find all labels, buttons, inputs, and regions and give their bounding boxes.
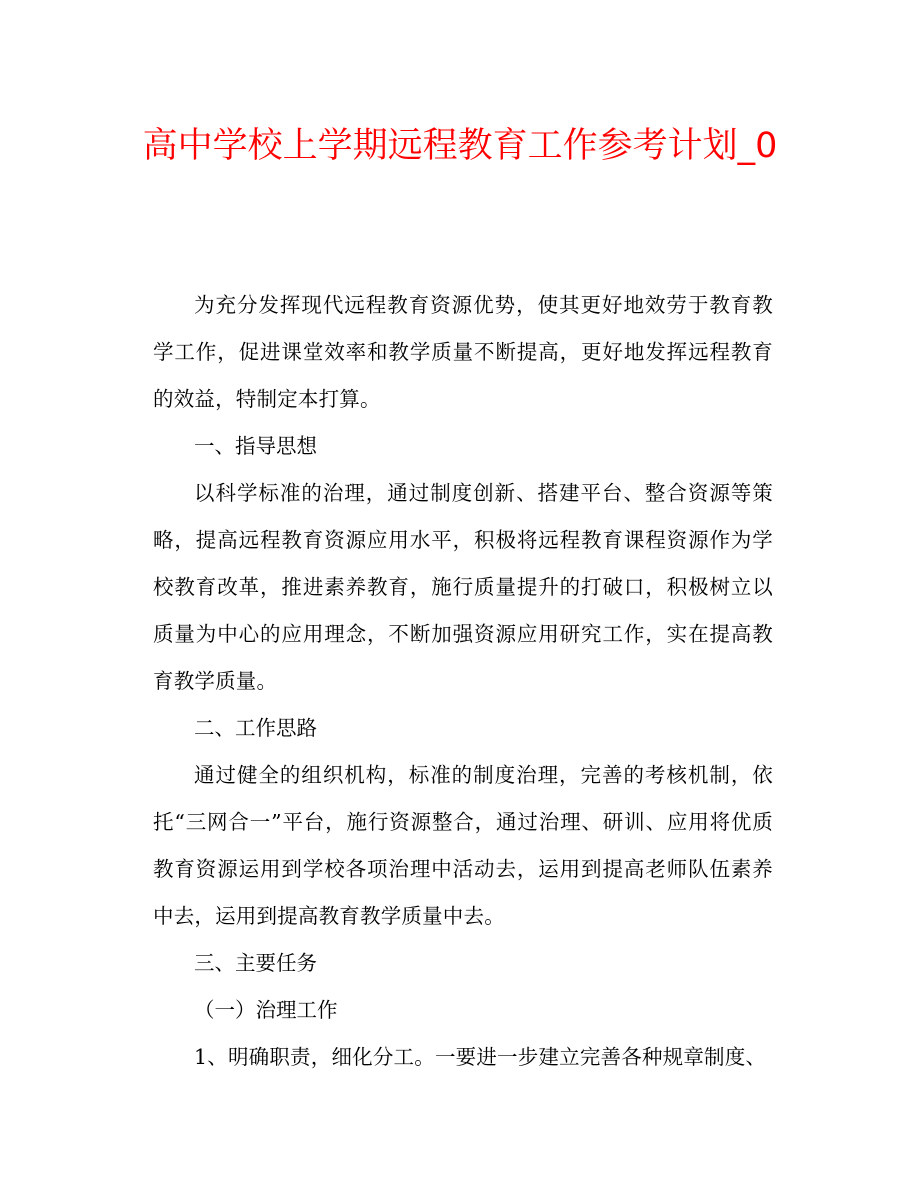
section-heading-guiding-ideology: 一、指导思想 xyxy=(194,434,317,458)
management-paragraph: 1、明确职责，细化分工。一要进一步建立完善各种规章制度、 xyxy=(194,1045,767,1069)
subsection-heading-management: （一）治理工作 xyxy=(194,998,338,1022)
guiding-ideology-paragraph: 以科学标准的治理，通过制度创新、搭建平台、整合资源等策略，提高远程教育资源应用水平，积极将远程教育课程资源作为学校教育改革，推进素养教育，施行质量提升的打破口，积极树立以质量为中心的应用理念，不断加强资源应用研究工作，实在提高教育教学质量。 xyxy=(153,481,773,693)
intro-paragraph: 为充分发挥现代远程教育资源优势，使其更好地效劳于教育教学工作，促进课堂效率和教学质量不断提高，更好地发挥远程教育的效益，特制定本打算。 xyxy=(153,293,773,411)
document-title: 高中学校上学期远程教育工作参考计划_0 xyxy=(142,126,778,166)
work-approach-paragraph: 通过健全的组织机构，标准的制度治理，完善的考核机制，依托“三网合一”平台，施行资源整合，通过治理、研训、应用将优质教育资源运用到学校各项治理中活动去，运用到提高老师队伍素养中去，运用到提高教育教学质量中去。 xyxy=(153,763,773,928)
document-body xyxy=(153,282,773,1081)
section-heading-work-approach: 二、工作思路 xyxy=(194,716,317,740)
section-heading-main-tasks: 三、主要任务 xyxy=(194,951,317,975)
